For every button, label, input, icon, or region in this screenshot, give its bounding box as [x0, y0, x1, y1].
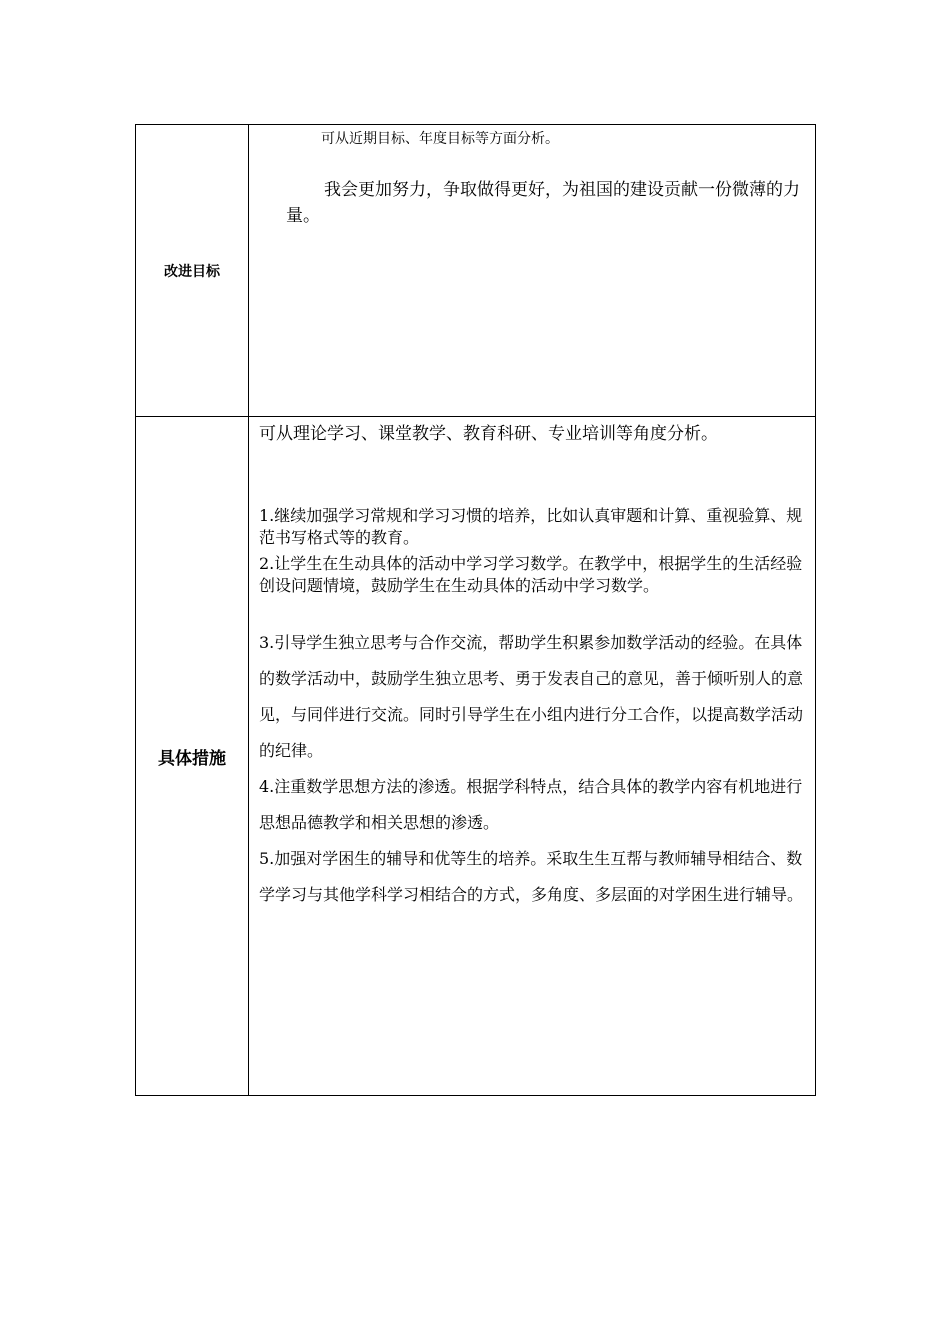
- improvement-goal-content: [249, 125, 815, 416]
- improvement-goal-label: 改进目标: [136, 125, 249, 416]
- specific-measures-label: 具体措施: [136, 417, 249, 1095]
- improvement-goal-hint: 可从近期目标、年度目标等方面分析。: [321, 131, 559, 147]
- specific-measures-hint: 可从理论学习、课堂教学、教育科研、专业培训等角度分析。: [259, 424, 718, 444]
- measure-item: 4.注重数学思想方法的渗透。根据学科特点，结合具体的教学内容有机地进行思想品德教学和相关思想的渗透。: [259, 777, 803, 832]
- measure-item: 5.加强对学困生的辅导和优等生的培养。采取生生互帮与教师辅导相结合、数学学习与其他学科学习相结合的方式，多角度、多层面的对学困生进行辅导。: [259, 849, 804, 904]
- measure-item: 3.引导学生独立思考与合作交流，帮助学生积累参加数学活动的经验。在具体的数学活动中，鼓励学生独立思考、勇于发表自己的意见，善于倾听别人的意见，与同伴进行交流。同时引导学生在小组内进行分工合作，以提高数学活动的纪律。: [259, 633, 804, 760]
- specific-measures-row: [136, 417, 815, 1095]
- improvement-goal-row: [136, 125, 815, 417]
- measure-item: 2.让学生在生动具体的活动中学习学习数学。在教学中，根据学生的生活经验创设问题情境，鼓励学生在生动具体的活动中学习数学。: [259, 554, 803, 595]
- measure-item: 1.继续加强学习常规和学习习惯的培养，比如认真审题和计算、重视验算、规范书写格式等的教育。: [259, 506, 803, 547]
- improvement-goal-text: 我会更加努力，争取做得更好，为祖国的建设贡献一份微薄的力量。: [286, 180, 800, 226]
- specific-measures-content: [249, 417, 815, 1095]
- form-table: [135, 124, 816, 1096]
